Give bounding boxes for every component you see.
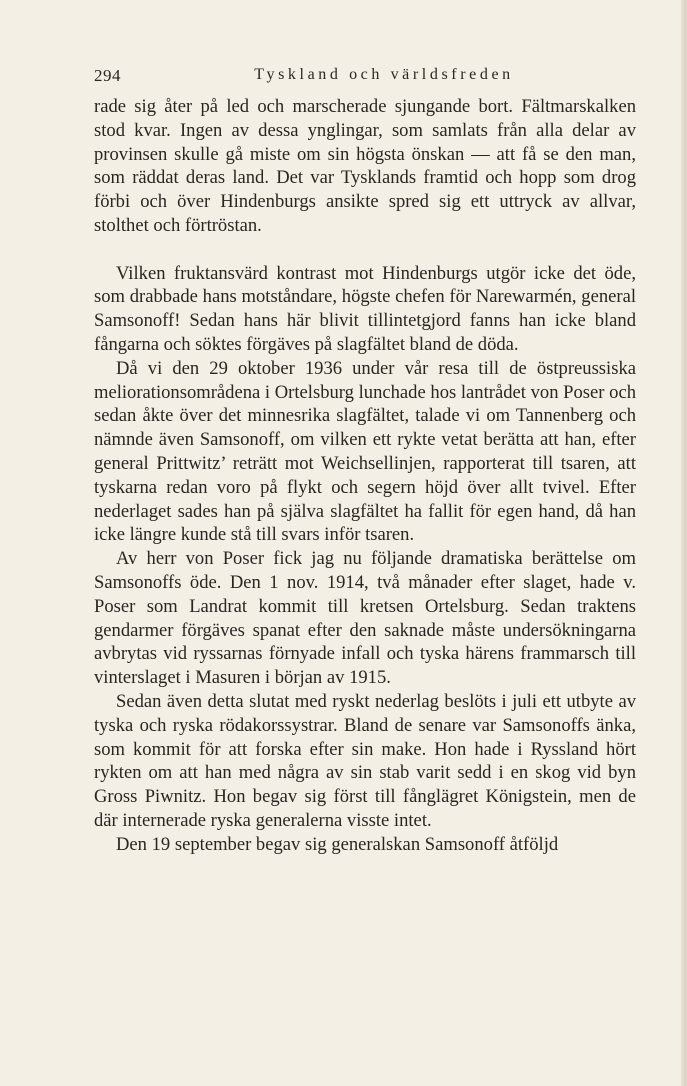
paragraph-final-line: Den 19 september begav sig generalskan Samsonoff åtföljd bbox=[116, 833, 559, 855]
running-title: Tyskland och världsfreden bbox=[254, 66, 514, 83]
page-header bbox=[94, 66, 636, 88]
page-edge bbox=[681, 0, 687, 1086]
body-text bbox=[94, 95, 636, 857]
paragraph-visit: Då vi den 29 oktober 1936 under vår resa till de östpreussiska meliorationsområdena i Ortelsburg lunchade hos lantrådet von Poser och sedan åkte över det minnesrika slagfältet, talade vi om Tannenberg och nämnde även Samsonoff, om vilken ett rykte vetat berätta att han, efter general Prittwitz’ reträtt mot Weichsellinjen, rapporterat till tsaren, att tyskarna redan voro på flykt och segern höjd över allt tvivel. Efter nederlaget sades han på själva slagfältet ha fallit för egen hand, då han icke längre kunde stå till svars inför tsaren. bbox=[94, 357, 636, 546]
page-number: 294 bbox=[94, 66, 121, 85]
paragraph-continuation: rade sig åter på led och marscherade sjungande bort. Fältmarskalken stod kvar. Ingen av dessa ynglingar, som samlats från alla delar av provinsen skulle gå miste om sin högsta önskan — att få se den man, som räddat deras land. Det var Tysklands framtid och hopp som drog förbi och över Hindenburgs ansikte spred sig ett uttryck av allvar, stolthet och förtröstan. bbox=[94, 96, 636, 236]
paragraph-poser-account: Av herr von Poser fick jag nu följande dramatiska berättelse om Samsonoffs öde. Den 1 nov. 1914, två månader efter slaget, hade v. Poser som Landrat kommit till kretsen Ortelsburg. Sedan traktens gendarmer förgäves spanat efter den saknade måste undersökningarna avbrytas vid ryssarnas förnyade infall och tyska härens frammarsch till vinterslaget i Masuren i början av 1915. bbox=[94, 548, 636, 689]
paragraph-exchange: Sedan även detta slutat med ryskt nederlag beslöts i juli ett utbyte av tyska och ryska rödakorssystrar. Bland de senare var Samsonoffs änka, som kommit för att forska efter sin make. Hon hade i Ryssland hört rykten om att han med några av sin stab varit sedd i en skog vid byn Gross Piwnitz. Hon begav sig först till fånglägret Königstein, men de där internerade ryska generalerna visste intet. bbox=[94, 690, 636, 831]
paragraph-contrast: Vilken fruktansvärd kontrast mot Hindenburgs utgör icke det öde, som drabbade hans motståndare, högste chefen för Narewarmén, general Samsonoff! Sedan hans här blivit tillintetgjord fanns han icke bland fångarna och söktes förgäves på slagfältet bland de döda. bbox=[94, 262, 636, 355]
